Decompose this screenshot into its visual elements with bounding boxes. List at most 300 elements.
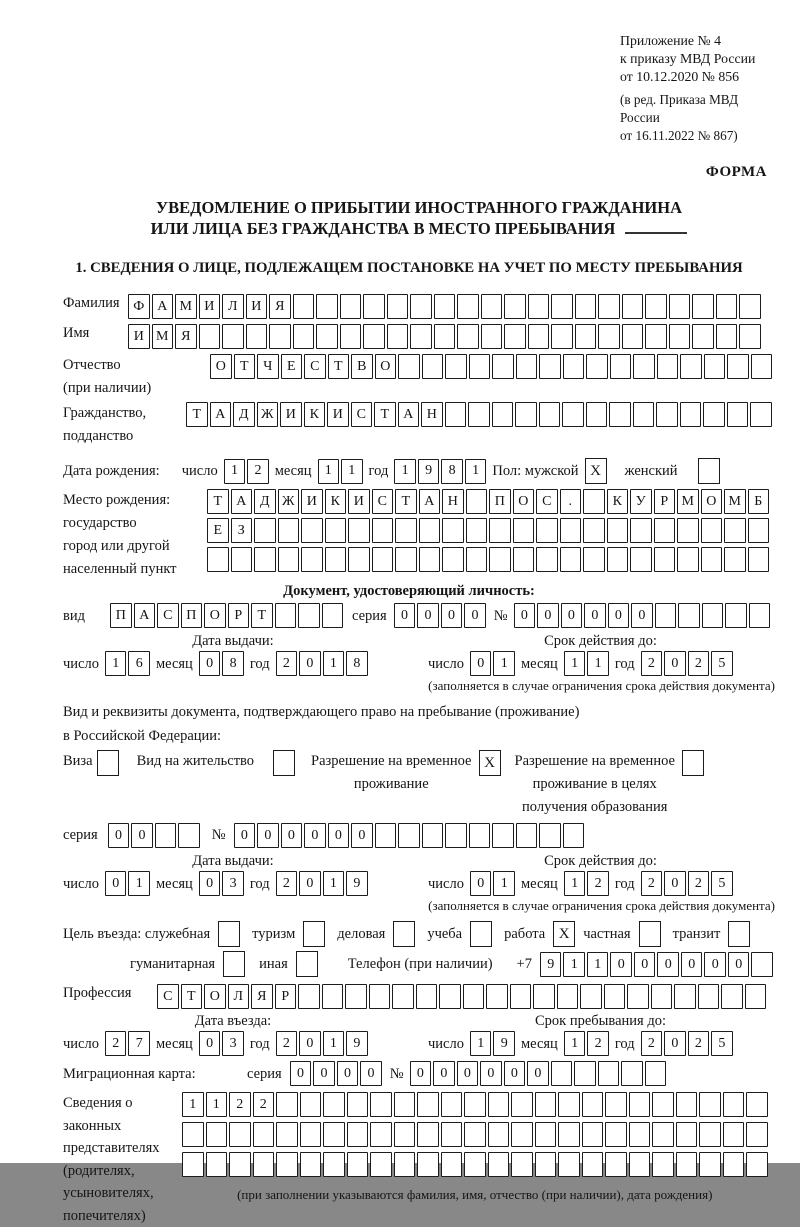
char-cell[interactable]: С xyxy=(157,984,179,1009)
char-cell[interactable]: 8 xyxy=(346,651,368,676)
char-cell[interactable]: 1 xyxy=(564,1031,586,1056)
char-cell[interactable] xyxy=(445,354,467,379)
char-cell[interactable] xyxy=(469,823,491,848)
char-cell[interactable] xyxy=(419,547,441,572)
sex-female-checkbox[interactable] xyxy=(698,458,720,484)
char-cell[interactable] xyxy=(231,547,253,572)
char-cell[interactable] xyxy=(276,1122,298,1147)
char-cell[interactable] xyxy=(155,823,177,848)
char-cell[interactable] xyxy=(698,984,720,1009)
char-cell[interactable]: В xyxy=(351,354,373,379)
char-cell[interactable]: М xyxy=(724,489,746,514)
char-cell[interactable]: Л xyxy=(222,294,244,319)
char-cell[interactable] xyxy=(323,1152,345,1177)
char-cell[interactable] xyxy=(533,984,555,1009)
char-cell[interactable] xyxy=(511,1152,533,1177)
char-cell[interactable] xyxy=(629,1152,651,1177)
char-cell[interactable]: Т xyxy=(395,489,417,514)
char-cell[interactable] xyxy=(746,1152,768,1177)
char-cell[interactable] xyxy=(275,603,297,628)
char-cell[interactable] xyxy=(300,1152,322,1177)
char-cell[interactable] xyxy=(622,324,644,349)
char-cell[interactable] xyxy=(551,324,573,349)
char-cell[interactable]: 0 xyxy=(360,1061,382,1086)
char-cell[interactable] xyxy=(488,1092,510,1117)
char-cell[interactable]: 3 xyxy=(222,871,244,896)
char-cell[interactable]: Т xyxy=(207,489,229,514)
char-cell[interactable] xyxy=(748,518,770,543)
char-cell[interactable] xyxy=(652,1092,674,1117)
char-cell[interactable] xyxy=(723,1122,745,1147)
char-cell[interactable]: 9 xyxy=(346,1031,368,1056)
char-cell[interactable] xyxy=(325,518,347,543)
char-cell[interactable] xyxy=(322,603,344,628)
char-cell[interactable] xyxy=(301,547,323,572)
char-cell[interactable]: З xyxy=(231,518,253,543)
char-cell[interactable]: 1 xyxy=(224,459,246,484)
char-cell[interactable] xyxy=(557,984,579,1009)
char-cell[interactable] xyxy=(582,1122,604,1147)
char-cell[interactable] xyxy=(395,518,417,543)
transit-checkbox[interactable] xyxy=(728,921,750,947)
char-cell[interactable]: 0 xyxy=(681,952,703,977)
char-cell[interactable] xyxy=(511,1122,533,1147)
char-cell[interactable] xyxy=(723,1092,745,1117)
char-cell[interactable] xyxy=(633,354,655,379)
char-cell[interactable] xyxy=(363,324,385,349)
char-cell[interactable]: . xyxy=(560,489,582,514)
char-cell[interactable] xyxy=(674,984,696,1009)
char-cell[interactable]: 0 xyxy=(504,1061,526,1086)
char-cell[interactable] xyxy=(398,354,420,379)
char-cell[interactable]: 9 xyxy=(493,1031,515,1056)
char-cell[interactable]: 1 xyxy=(587,651,609,676)
char-cell[interactable] xyxy=(486,984,508,1009)
char-cell[interactable] xyxy=(535,1152,557,1177)
char-cell[interactable]: А xyxy=(419,489,441,514)
char-cell[interactable]: 1 xyxy=(564,651,586,676)
char-cell[interactable] xyxy=(489,547,511,572)
char-cell[interactable]: Ж xyxy=(278,489,300,514)
private-checkbox[interactable] xyxy=(639,921,661,947)
char-cell[interactable] xyxy=(598,324,620,349)
char-cell[interactable] xyxy=(269,324,291,349)
char-cell[interactable] xyxy=(513,547,535,572)
char-cell[interactable] xyxy=(466,518,488,543)
char-cell[interactable]: К xyxy=(325,489,347,514)
char-cell[interactable]: 1 xyxy=(318,459,340,484)
char-cell[interactable]: 9 xyxy=(418,459,440,484)
char-cell[interactable] xyxy=(604,984,626,1009)
char-cell[interactable]: М xyxy=(152,324,174,349)
char-cell[interactable]: 8 xyxy=(441,459,463,484)
char-cell[interactable] xyxy=(504,294,526,319)
char-cell[interactable]: Т xyxy=(374,402,396,427)
char-cell[interactable] xyxy=(610,354,632,379)
char-cell[interactable] xyxy=(622,294,644,319)
work-checkbox[interactable]: X xyxy=(553,921,575,947)
char-cell[interactable] xyxy=(370,1092,392,1117)
char-cell[interactable]: 1 xyxy=(206,1092,228,1117)
char-cell[interactable] xyxy=(574,1061,596,1086)
char-cell[interactable] xyxy=(516,823,538,848)
char-cell[interactable]: Т xyxy=(328,354,350,379)
char-cell[interactable]: 2 xyxy=(276,651,298,676)
char-cell[interactable] xyxy=(586,402,608,427)
char-cell[interactable] xyxy=(528,294,550,319)
char-cell[interactable] xyxy=(394,1122,416,1147)
char-cell[interactable] xyxy=(323,1092,345,1117)
char-cell[interactable] xyxy=(511,1092,533,1117)
char-cell[interactable]: И xyxy=(199,294,221,319)
char-cell[interactable] xyxy=(739,294,761,319)
char-cell[interactable] xyxy=(582,1092,604,1117)
char-cell[interactable] xyxy=(669,324,691,349)
char-cell[interactable]: Л xyxy=(228,984,250,1009)
char-cell[interactable]: А xyxy=(210,402,232,427)
char-cell[interactable] xyxy=(222,324,244,349)
char-cell[interactable]: Я xyxy=(251,984,273,1009)
char-cell[interactable] xyxy=(645,324,667,349)
char-cell[interactable] xyxy=(199,324,221,349)
char-cell[interactable]: 0 xyxy=(464,603,486,628)
char-cell[interactable] xyxy=(293,324,315,349)
char-cell[interactable]: А xyxy=(134,603,156,628)
char-cell[interactable] xyxy=(678,603,700,628)
char-cell[interactable]: И xyxy=(128,324,150,349)
char-cell[interactable] xyxy=(535,1122,557,1147)
char-cell[interactable]: Т xyxy=(234,354,256,379)
char-cell[interactable] xyxy=(609,402,631,427)
char-cell[interactable] xyxy=(278,547,300,572)
char-cell[interactable]: 0 xyxy=(664,651,686,676)
char-cell[interactable] xyxy=(692,324,714,349)
char-cell[interactable]: О xyxy=(210,354,232,379)
char-cell[interactable] xyxy=(630,547,652,572)
char-cell[interactable] xyxy=(469,354,491,379)
char-cell[interactable]: Н xyxy=(421,402,443,427)
char-cell[interactable]: М xyxy=(677,489,699,514)
char-cell[interactable] xyxy=(372,547,394,572)
char-cell[interactable] xyxy=(445,402,467,427)
char-cell[interactable] xyxy=(676,1092,698,1117)
char-cell[interactable] xyxy=(677,518,699,543)
char-cell[interactable] xyxy=(516,354,538,379)
char-cell[interactable]: 1 xyxy=(128,871,150,896)
char-cell[interactable] xyxy=(434,324,456,349)
char-cell[interactable] xyxy=(395,547,417,572)
char-cell[interactable] xyxy=(298,603,320,628)
char-cell[interactable] xyxy=(727,354,749,379)
char-cell[interactable] xyxy=(369,984,391,1009)
char-cell[interactable]: 5 xyxy=(711,1031,733,1056)
char-cell[interactable] xyxy=(539,354,561,379)
char-cell[interactable] xyxy=(652,1152,674,1177)
humanitarian-checkbox[interactable] xyxy=(223,951,245,977)
char-cell[interactable]: Р xyxy=(275,984,297,1009)
char-cell[interactable] xyxy=(457,294,479,319)
char-cell[interactable] xyxy=(560,547,582,572)
char-cell[interactable] xyxy=(551,1061,573,1086)
char-cell[interactable]: 2 xyxy=(105,1031,127,1056)
char-cell[interactable]: 0 xyxy=(105,871,127,896)
char-cell[interactable]: 1 xyxy=(564,871,586,896)
char-cell[interactable] xyxy=(422,354,444,379)
char-cell[interactable] xyxy=(417,1092,439,1117)
char-cell[interactable]: Ф xyxy=(128,294,150,319)
char-cell[interactable] xyxy=(607,518,629,543)
char-cell[interactable]: 2 xyxy=(247,459,269,484)
char-cell[interactable]: 0 xyxy=(608,603,630,628)
char-cell[interactable]: 1 xyxy=(105,651,127,676)
char-cell[interactable]: 0 xyxy=(664,871,686,896)
char-cell[interactable] xyxy=(702,603,724,628)
char-cell[interactable] xyxy=(535,1092,557,1117)
char-cell[interactable]: 1 xyxy=(470,1031,492,1056)
char-cell[interactable] xyxy=(703,402,725,427)
char-cell[interactable]: П xyxy=(110,603,132,628)
other-purpose-checkbox[interactable] xyxy=(296,951,318,977)
char-cell[interactable] xyxy=(441,1092,463,1117)
char-cell[interactable] xyxy=(439,984,461,1009)
char-cell[interactable] xyxy=(563,354,585,379)
char-cell[interactable] xyxy=(633,402,655,427)
char-cell[interactable] xyxy=(387,294,409,319)
char-cell[interactable]: 0 xyxy=(657,952,679,977)
char-cell[interactable]: 5 xyxy=(711,871,733,896)
char-cell[interactable] xyxy=(348,518,370,543)
char-cell[interactable]: 1 xyxy=(323,651,345,676)
char-cell[interactable] xyxy=(563,823,585,848)
char-cell[interactable] xyxy=(536,547,558,572)
char-cell[interactable] xyxy=(300,1092,322,1117)
visa-checkbox[interactable] xyxy=(97,750,119,776)
char-cell[interactable]: 0 xyxy=(561,603,583,628)
char-cell[interactable]: 2 xyxy=(276,1031,298,1056)
char-cell[interactable]: 1 xyxy=(323,871,345,896)
char-cell[interactable] xyxy=(746,1092,768,1117)
char-cell[interactable]: Т xyxy=(186,402,208,427)
char-cell[interactable] xyxy=(347,1122,369,1147)
char-cell[interactable] xyxy=(704,354,726,379)
char-cell[interactable] xyxy=(560,518,582,543)
char-cell[interactable]: 1 xyxy=(182,1092,204,1117)
official-checkbox[interactable] xyxy=(218,921,240,947)
char-cell[interactable]: 1 xyxy=(341,459,363,484)
char-cell[interactable]: 3 xyxy=(222,1031,244,1056)
char-cell[interactable]: О xyxy=(204,603,226,628)
char-cell[interactable]: 0 xyxy=(584,603,606,628)
char-cell[interactable]: 0 xyxy=(470,651,492,676)
char-cell[interactable]: 0 xyxy=(199,651,221,676)
char-cell[interactable] xyxy=(492,354,514,379)
char-cell[interactable] xyxy=(583,518,605,543)
char-cell[interactable] xyxy=(316,294,338,319)
char-cell[interactable] xyxy=(363,294,385,319)
char-cell[interactable]: А xyxy=(152,294,174,319)
char-cell[interactable] xyxy=(605,1152,627,1177)
char-cell[interactable]: 0 xyxy=(199,1031,221,1056)
char-cell[interactable]: 1 xyxy=(394,459,416,484)
char-cell[interactable]: 0 xyxy=(394,603,416,628)
char-cell[interactable]: 1 xyxy=(563,952,585,977)
char-cell[interactable]: 0 xyxy=(537,603,559,628)
char-cell[interactable]: Я xyxy=(175,324,197,349)
char-cell[interactable]: Я xyxy=(269,294,291,319)
char-cell[interactable]: 0 xyxy=(281,823,303,848)
char-cell[interactable] xyxy=(515,402,537,427)
char-cell[interactable] xyxy=(372,518,394,543)
char-cell[interactable] xyxy=(442,547,464,572)
char-cell[interactable] xyxy=(206,1122,228,1147)
char-cell[interactable]: 0 xyxy=(441,603,463,628)
char-cell[interactable]: 0 xyxy=(299,1031,321,1056)
char-cell[interactable]: 8 xyxy=(222,651,244,676)
char-cell[interactable]: 0 xyxy=(631,603,653,628)
char-cell[interactable] xyxy=(630,518,652,543)
char-cell[interactable]: 2 xyxy=(641,1031,663,1056)
char-cell[interactable] xyxy=(488,1152,510,1177)
char-cell[interactable] xyxy=(253,1122,275,1147)
char-cell[interactable]: 0 xyxy=(480,1061,502,1086)
char-cell[interactable] xyxy=(558,1152,580,1177)
char-cell[interactable]: 0 xyxy=(470,871,492,896)
char-cell[interactable] xyxy=(394,1092,416,1117)
char-cell[interactable]: 0 xyxy=(351,823,373,848)
char-cell[interactable] xyxy=(745,984,767,1009)
char-cell[interactable] xyxy=(481,294,503,319)
char-cell[interactable] xyxy=(464,1152,486,1177)
char-cell[interactable] xyxy=(750,402,772,427)
char-cell[interactable] xyxy=(466,547,488,572)
char-cell[interactable] xyxy=(551,294,573,319)
char-cell[interactable]: П xyxy=(489,489,511,514)
char-cell[interactable] xyxy=(699,1092,721,1117)
char-cell[interactable] xyxy=(182,1152,204,1177)
char-cell[interactable]: 0 xyxy=(337,1061,359,1086)
char-cell[interactable] xyxy=(481,324,503,349)
char-cell[interactable] xyxy=(725,603,747,628)
char-cell[interactable]: Т xyxy=(181,984,203,1009)
char-cell[interactable] xyxy=(419,518,441,543)
char-cell[interactable] xyxy=(629,1122,651,1147)
char-cell[interactable] xyxy=(434,294,456,319)
char-cell[interactable] xyxy=(345,984,367,1009)
char-cell[interactable]: О xyxy=(204,984,226,1009)
char-cell[interactable] xyxy=(701,547,723,572)
char-cell[interactable] xyxy=(463,984,485,1009)
char-cell[interactable]: 1 xyxy=(323,1031,345,1056)
char-cell[interactable] xyxy=(746,1122,768,1147)
char-cell[interactable] xyxy=(416,984,438,1009)
char-cell[interactable] xyxy=(575,294,597,319)
char-cell[interactable]: 9 xyxy=(346,871,368,896)
char-cell[interactable]: С xyxy=(351,402,373,427)
char-cell[interactable]: И xyxy=(348,489,370,514)
char-cell[interactable]: 0 xyxy=(728,952,750,977)
char-cell[interactable]: 0 xyxy=(257,823,279,848)
char-cell[interactable] xyxy=(293,294,315,319)
char-cell[interactable]: 0 xyxy=(634,952,656,977)
residence-permit-checkbox[interactable] xyxy=(273,750,295,776)
char-cell[interactable] xyxy=(727,402,749,427)
char-cell[interactable] xyxy=(539,823,561,848)
char-cell[interactable] xyxy=(605,1122,627,1147)
char-cell[interactable] xyxy=(492,402,514,427)
char-cell[interactable] xyxy=(583,489,605,514)
char-cell[interactable]: С xyxy=(372,489,394,514)
char-cell[interactable] xyxy=(562,402,584,427)
char-cell[interactable] xyxy=(316,324,338,349)
char-cell[interactable] xyxy=(586,354,608,379)
char-cell[interactable]: Т xyxy=(251,603,273,628)
char-cell[interactable] xyxy=(298,984,320,1009)
char-cell[interactable] xyxy=(394,1152,416,1177)
char-cell[interactable] xyxy=(513,518,535,543)
char-cell[interactable] xyxy=(716,324,738,349)
char-cell[interactable]: О xyxy=(701,489,723,514)
char-cell[interactable]: 2 xyxy=(229,1092,251,1117)
char-cell[interactable]: 0 xyxy=(234,823,256,848)
char-cell[interactable]: С xyxy=(157,603,179,628)
char-cell[interactable] xyxy=(539,402,561,427)
char-cell[interactable] xyxy=(466,489,488,514)
char-cell[interactable]: 0 xyxy=(290,1061,312,1086)
char-cell[interactable] xyxy=(629,1092,651,1117)
char-cell[interactable] xyxy=(323,1122,345,1147)
char-cell[interactable] xyxy=(370,1152,392,1177)
char-cell[interactable]: М xyxy=(175,294,197,319)
char-cell[interactable]: Е xyxy=(207,518,229,543)
char-cell[interactable] xyxy=(464,1092,486,1117)
char-cell[interactable] xyxy=(716,294,738,319)
char-cell[interactable]: 2 xyxy=(253,1092,275,1117)
char-cell[interactable] xyxy=(582,1152,604,1177)
char-cell[interactable]: 0 xyxy=(313,1061,335,1086)
char-cell[interactable]: Р xyxy=(228,603,250,628)
char-cell[interactable] xyxy=(558,1092,580,1117)
char-cell[interactable]: С xyxy=(536,489,558,514)
char-cell[interactable] xyxy=(325,547,347,572)
char-cell[interactable]: И xyxy=(246,294,268,319)
char-cell[interactable] xyxy=(605,1092,627,1117)
char-cell[interactable] xyxy=(580,984,602,1009)
char-cell[interactable] xyxy=(300,1122,322,1147)
char-cell[interactable] xyxy=(276,1152,298,1177)
study-checkbox[interactable] xyxy=(470,921,492,947)
char-cell[interactable]: У xyxy=(630,489,652,514)
char-cell[interactable] xyxy=(246,324,268,349)
char-cell[interactable] xyxy=(583,547,605,572)
char-cell[interactable] xyxy=(254,547,276,572)
char-cell[interactable]: 0 xyxy=(131,823,153,848)
char-cell[interactable] xyxy=(370,1122,392,1147)
char-cell[interactable]: 0 xyxy=(704,952,726,977)
char-cell[interactable] xyxy=(340,294,362,319)
char-cell[interactable]: 2 xyxy=(641,651,663,676)
char-cell[interactable] xyxy=(748,547,770,572)
char-cell[interactable]: 2 xyxy=(688,871,710,896)
char-cell[interactable] xyxy=(645,294,667,319)
char-cell[interactable]: 0 xyxy=(664,1031,686,1056)
char-cell[interactable] xyxy=(464,1122,486,1147)
char-cell[interactable] xyxy=(398,823,420,848)
char-cell[interactable]: Е xyxy=(281,354,303,379)
char-cell[interactable]: Д xyxy=(254,489,276,514)
char-cell[interactable]: Ч xyxy=(257,354,279,379)
char-cell[interactable]: А xyxy=(398,402,420,427)
char-cell[interactable] xyxy=(387,324,409,349)
